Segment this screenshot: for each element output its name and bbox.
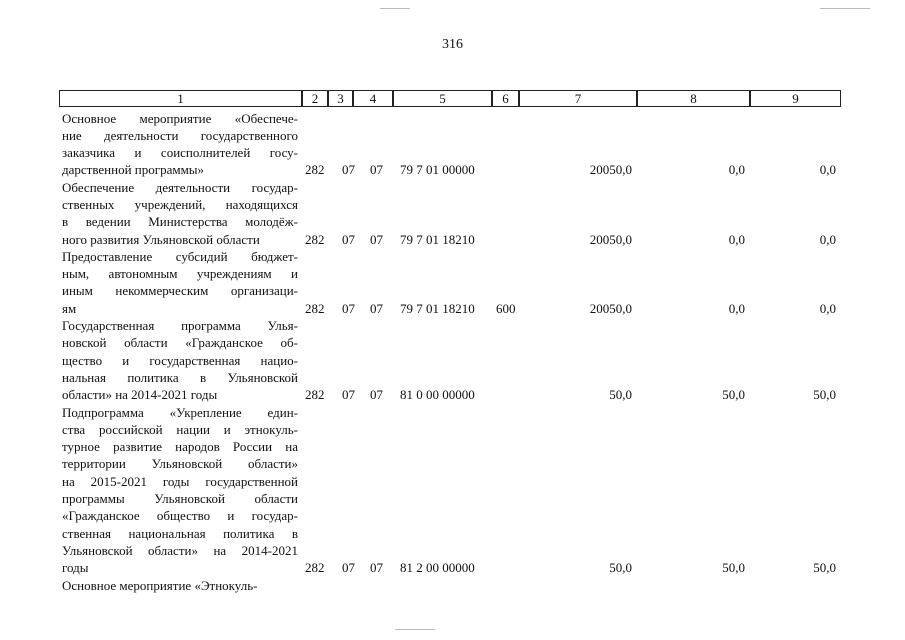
cell-value-col7: 20050,0 xyxy=(589,231,632,247)
description-line: заказчика и соисполнителей госу- xyxy=(62,145,298,161)
cell-value-col9: 0,0 xyxy=(819,162,836,178)
header-col-3: 3 xyxy=(328,90,353,107)
cell-value-col9: 50,0 xyxy=(813,387,836,403)
description-line: Основное мероприятие «Обеспече- xyxy=(62,110,298,126)
header-col-9: 9 xyxy=(750,90,841,107)
cell-value-col8: 0,0 xyxy=(728,162,745,178)
cell-subsection: 07 xyxy=(370,560,383,576)
row-description xyxy=(62,110,298,179)
cell-target-code: 79 7 01 18210 xyxy=(400,231,475,247)
table-header xyxy=(60,90,841,107)
header-col-4: 4 xyxy=(353,90,393,107)
scan-speck xyxy=(395,629,435,630)
cell-subsection: 07 xyxy=(370,300,383,316)
cell-value-col7: 50,0 xyxy=(609,387,632,403)
description-line: ственных учреждений, находящихся xyxy=(62,196,298,212)
row-description xyxy=(62,577,298,594)
description-line: годы xyxy=(62,560,89,576)
cell-value-col8: 0,0 xyxy=(728,231,745,247)
cell-subsection: 07 xyxy=(370,162,383,178)
description-line: в ведении Министерства молодёж- xyxy=(62,214,298,230)
description-line: территории Ульяновской области» xyxy=(62,456,298,472)
cell-target-code: 81 0 00 00000 xyxy=(400,387,475,403)
description-line: ям xyxy=(62,300,77,316)
row-description xyxy=(62,248,298,317)
description-line: Предоставление субсидий бюджет- xyxy=(62,248,298,264)
cell-ministry: 282 xyxy=(305,387,325,403)
description-line: иным некоммерческим организаци- xyxy=(62,283,298,299)
description-line: ства российской нации и этнокуль- xyxy=(62,421,298,437)
header-col-2: 2 xyxy=(302,90,328,107)
cell-value-col7: 50,0 xyxy=(609,560,632,576)
description-line: Обеспечение деятельности государ- xyxy=(62,179,298,195)
description-line: ного развития Ульяновской области xyxy=(62,231,260,247)
cell-value-col8: 50,0 xyxy=(722,560,745,576)
cell-ministry: 282 xyxy=(305,162,325,178)
cell-section: 07 xyxy=(342,162,355,178)
cell-subsection: 07 xyxy=(370,231,383,247)
cell-ministry: 282 xyxy=(305,300,325,316)
page-number: 316 xyxy=(442,37,463,52)
cell-target-code: 81 2 00 00000 xyxy=(400,560,475,576)
cell-target-code: 79 7 01 00000 xyxy=(400,162,475,178)
row-description xyxy=(62,179,298,248)
cell-section: 07 xyxy=(342,300,355,316)
description-line: на 2015-2021 годы государственной xyxy=(62,473,298,489)
header-col-5: 5 xyxy=(393,90,492,107)
description-line: программы Ульяновской области xyxy=(62,491,298,507)
description-line: ние деятельности государственного xyxy=(62,127,298,143)
description-line: Государственная программа Улья- xyxy=(62,318,298,334)
cell-ministry: 282 xyxy=(305,560,325,576)
description-line: нальная политика в Ульяновской xyxy=(62,369,298,385)
description-line: Основное мероприятие «Этнокуль- xyxy=(62,577,258,593)
description-line: «Гражданское общество и государ- xyxy=(62,508,298,524)
row-description xyxy=(62,317,298,403)
scan-speck xyxy=(820,8,870,9)
scan-speck xyxy=(380,8,410,9)
header-col-8: 8 xyxy=(637,90,750,107)
description-line: новской области «Гражданское об- xyxy=(62,335,298,351)
header-col-7: 7 xyxy=(519,90,637,107)
cell-value-col9: 50,0 xyxy=(813,560,836,576)
cell-value-col7: 20050,0 xyxy=(589,300,632,316)
row-description xyxy=(62,404,298,577)
cell-section: 07 xyxy=(342,560,355,576)
cell-value-col9: 0,0 xyxy=(819,231,836,247)
description-line: дарственной программы» xyxy=(62,162,205,178)
description-line: Ульяновской области» на 2014-2021 xyxy=(62,542,298,558)
cell-value-col9: 0,0 xyxy=(819,300,836,316)
cell-section: 07 xyxy=(342,387,355,403)
header-col-6: 6 xyxy=(492,90,519,107)
description-line: ным, автономным учреждениям и xyxy=(62,266,298,282)
description-line: Подпрограмма «Укрепление един- xyxy=(62,404,298,420)
cell-target-code: 79 7 01 18210 xyxy=(400,300,475,316)
description-line: турное развитие народов России на xyxy=(62,439,298,455)
description-line: щество и государственная нацио- xyxy=(62,352,298,368)
header-col-1: 1 xyxy=(59,90,302,107)
cell-subsection: 07 xyxy=(370,387,383,403)
cell-value-col8: 50,0 xyxy=(722,387,745,403)
cell-value-col8: 0,0 xyxy=(728,300,745,316)
description-line: области» на 2014-2021 годы xyxy=(62,387,218,403)
cell-section: 07 xyxy=(342,231,355,247)
description-line: ственная национальная политика в xyxy=(62,525,298,541)
cell-expense-type: 600 xyxy=(496,300,516,316)
cell-ministry: 282 xyxy=(305,231,325,247)
cell-value-col7: 20050,0 xyxy=(589,162,632,178)
